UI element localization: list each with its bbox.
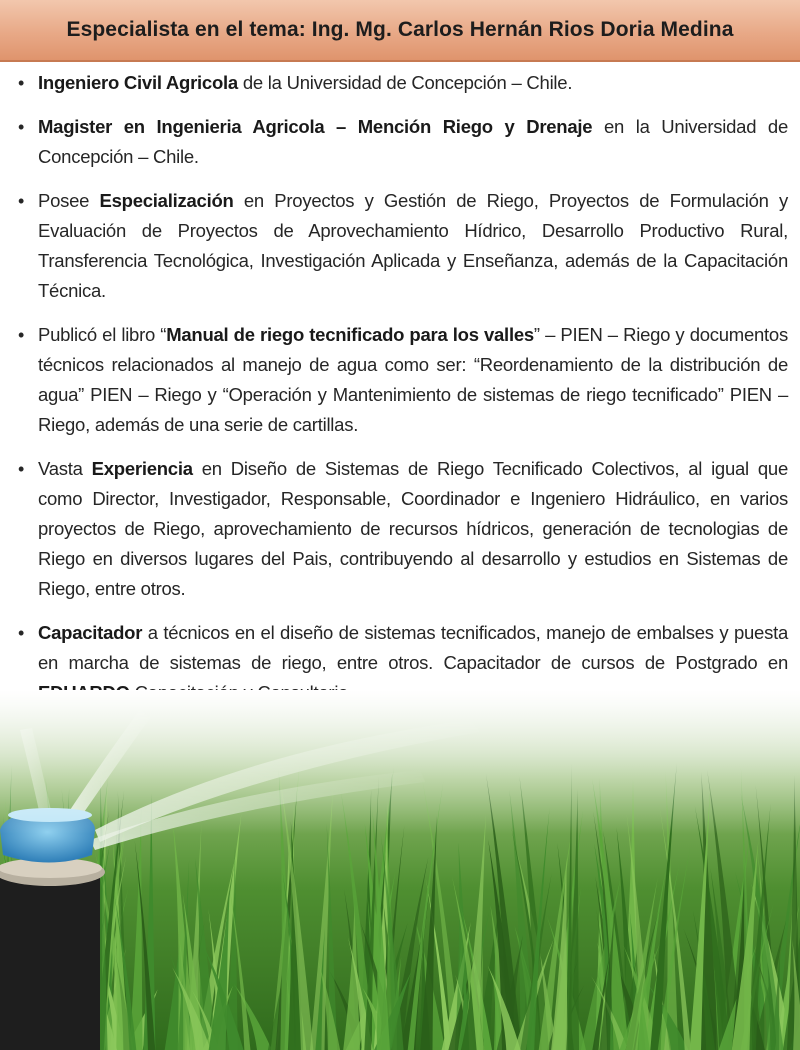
item-pre: Vasta xyxy=(38,458,92,479)
item-text: en la Universidad de Concepción – Chile. xyxy=(38,116,788,167)
credentials-list xyxy=(18,68,788,708)
grass-sprinkler-illustration xyxy=(0,690,800,1050)
credential-item-master xyxy=(18,112,788,172)
item-text: en Diseño de Sistemas de Riego Tecnificado Colectivos, al igual que como Director, Investigador, Responsable, Coordinador e Ingeniero Hidráulico, en varios proyectos de Riego, aprovechamiento de recursos hídricos, generación de tecnologias de Riego en diversos lugares del Pais, contribuyendo al desarrollo y estudios en Sistemas de Riego, entre otros. xyxy=(38,458,788,599)
item-bold: Capacitador xyxy=(38,622,143,643)
page-title: Especialista en el tema: Ing. Mg. Carlos Hernán Rios Doria Medina xyxy=(66,18,734,41)
top-fade xyxy=(0,690,800,1050)
item-text: a técnicos en el diseño de sistemas tecnificados, manejo de embalses y puesta en marcha de sistemas de riego, entre otros. Capacitador de cursos de Postgrado en xyxy=(38,622,788,673)
item-bold: Manual de riego tecnificado para los valles xyxy=(166,324,534,345)
credential-item-specialization xyxy=(18,186,788,306)
header-banner xyxy=(0,0,800,62)
item-bold: Experiencia xyxy=(91,458,193,479)
item-text: ” – PIEN – Riego y documentos técnicos relacionados al manejo de agua como ser: “Reordenamiento de la distribución de agua” PIEN – Riego y “Operación y Mantenimiento de sistemas de riego tecnificado” PIEN – Riego, además de una serie de cartillas. xyxy=(38,324,788,435)
grass-sprinkler-photo xyxy=(0,690,800,1050)
credential-item-degree xyxy=(18,68,788,98)
item-bold: Magister en Ingenieria Agricola – Mención Riego y Drenaje xyxy=(38,116,593,137)
credential-item-publications xyxy=(18,320,788,440)
item-bold: Ingeniero Civil Agricola xyxy=(38,72,238,93)
item-text: de la Universidad de Concepción – Chile. xyxy=(237,72,573,93)
item-text: en Proyectos y Gestión de Riego, Proyectos de Formulación y Evaluación de Proyectos de Aprovechamiento Hídrico, Desarrollo Productivo Rural, Transferencia Tecnológica, Investigación Aplicada y Enseñanza, además de la Capacitación Técnica. xyxy=(38,190,788,301)
credential-item-experience xyxy=(18,454,788,604)
content-area xyxy=(18,68,788,722)
item-pre: Publicó el libro “ xyxy=(38,324,167,345)
item-bold: Especialización xyxy=(99,190,234,211)
item-pre: Posee xyxy=(38,190,100,211)
